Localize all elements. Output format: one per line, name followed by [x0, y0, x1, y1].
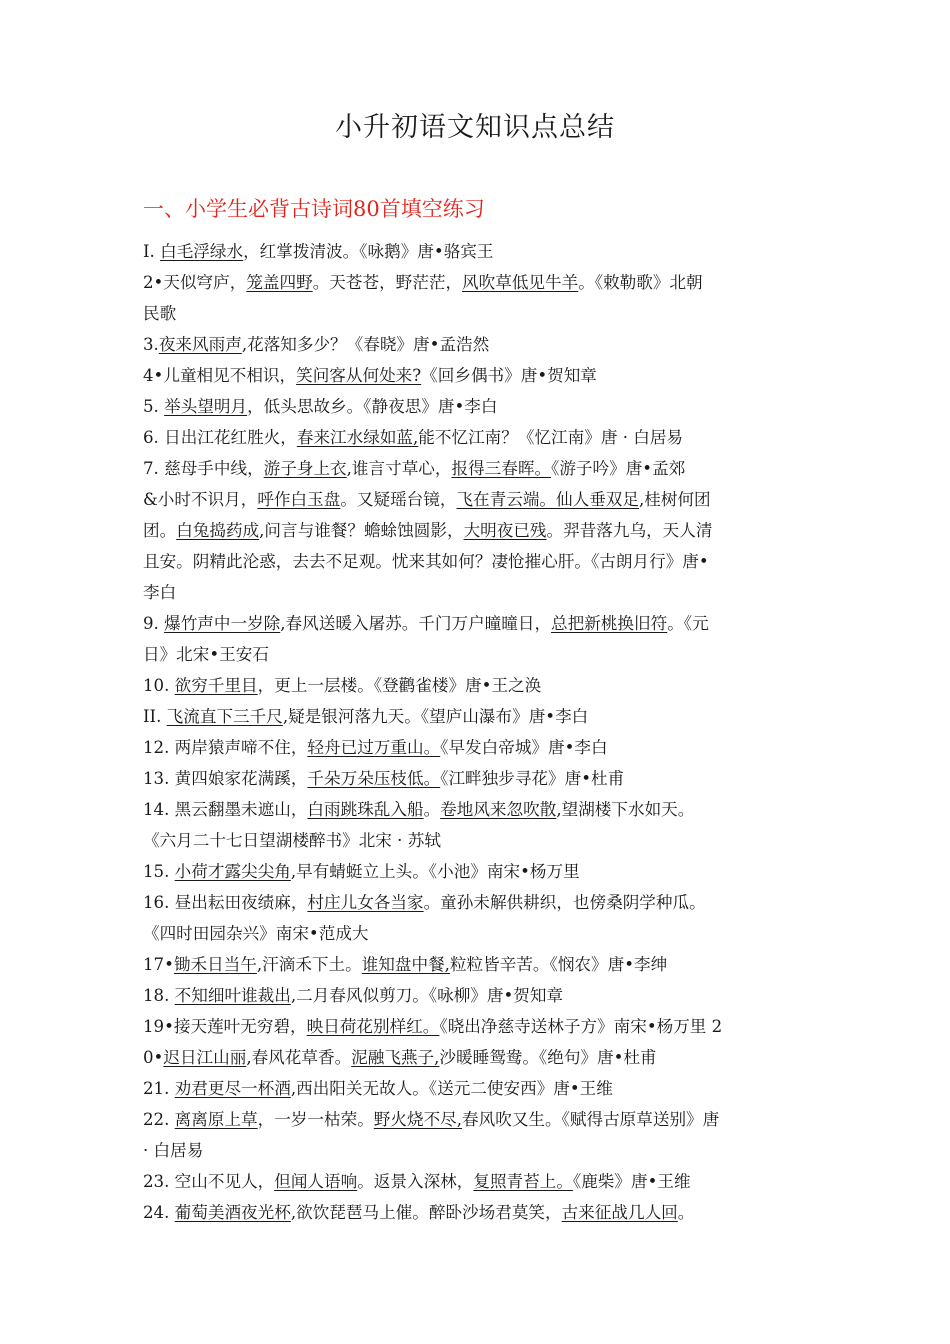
underlined-answer: 白兔捣药成	[176, 521, 260, 540]
text-line	[143, 763, 813, 794]
line-text: 春风吹又生。《赋得古原草送别》唐	[462, 1110, 720, 1129]
line-text: 14. 黑云翻墨未遮山，	[143, 800, 308, 819]
line-text: 12. 两岸猿声啼不住，	[143, 738, 308, 757]
line-text: 10.	[143, 676, 175, 695]
line-text: 6. 日出江花红胜火，	[143, 428, 297, 447]
underlined-answer: 迟日江山丽	[163, 1048, 247, 1067]
line-text: 23. 空山不见人，	[143, 1172, 275, 1191]
underlined-answer: 卷地风来忽吹散	[440, 800, 557, 819]
text-line	[143, 670, 813, 701]
line-text: ,问言与谁餐？蟾蜍蚀圆影，	[259, 521, 464, 540]
text-line	[143, 1135, 813, 1166]
underlined-answer: 爆竹声中一岁除	[164, 614, 281, 633]
text-line	[143, 453, 813, 484]
underlined-answer: 总把新桃换旧符	[551, 614, 668, 633]
line-text: 9.	[143, 614, 165, 633]
underlined-answer: 古来征战几人回	[561, 1203, 678, 1222]
line-text: ,春风送暖入屠苏。千门万户曈曈日，	[280, 614, 552, 633]
line-text: 。	[423, 800, 441, 819]
underlined-answer: 夜来风雨声	[158, 335, 242, 354]
text-line	[143, 546, 813, 577]
line-text: 24.	[143, 1203, 175, 1222]
underlined-answer: 复照青苔上。	[473, 1172, 573, 1191]
line-text: 《鹿柴》唐•王维	[572, 1172, 691, 1191]
text-line	[143, 515, 813, 546]
line-text: 《六月二十七日望湖楼醉书》北宋 · 苏轼	[143, 831, 441, 850]
underlined-answer: 飞在青云端。仙人垂双足	[456, 490, 639, 509]
text-line	[143, 360, 813, 391]
text-line	[143, 1073, 813, 1104]
line-text: ,桂树何团	[639, 490, 711, 509]
text-line	[143, 918, 813, 949]
line-text: 能不忆江南？《忆江南》唐 · 白居易	[418, 428, 684, 447]
underlined-answer: 小荷才露尖尖角	[174, 862, 291, 881]
line-text: ，红掌拨清波。《咏鹅》唐•骆宾王	[243, 242, 494, 261]
line-text: ,西出阳关无故人。《送元二使安西》唐•王维	[290, 1079, 613, 1098]
line-text: 17•	[143, 955, 174, 974]
text-line	[143, 980, 813, 1011]
underlined-answer: 欲穷千里目	[174, 676, 258, 695]
line-text: ,花落知多少？《春晓》唐•孟浩然	[241, 335, 490, 354]
line-text: 15.	[143, 862, 175, 881]
line-text: 3.	[143, 335, 159, 354]
line-text: 。童孙未解供耕织，也傍桑阴学种瓜。	[423, 893, 706, 912]
underlined-answer: 游子身上衣	[263, 459, 347, 478]
text-line	[143, 298, 813, 329]
underlined-answer: 风吹草低见牛羊	[462, 273, 579, 292]
document-title: 小升初语文知识点总结	[335, 112, 615, 143]
underlined-answer: 映日荷花别样红。	[306, 1017, 440, 1036]
line-text: 。	[677, 1203, 695, 1222]
text-line	[143, 1104, 813, 1135]
underlined-answer: 呼作白玉盘	[257, 490, 341, 509]
line-text: ，低头思故乡。《静夜思》唐•李白	[247, 397, 498, 416]
line-text: 。又疑瑶台镜，	[340, 490, 457, 509]
line-text: 22.	[143, 1110, 175, 1129]
line-text: 0•	[143, 1048, 164, 1067]
line-text: 19•接天莲叶无穷碧，	[143, 1017, 307, 1036]
line-text: 。天苍苍，野茫茫，	[312, 273, 463, 292]
line-text: ,早有蜻蜓立上头。《小池》南宋•杨万里	[290, 862, 580, 881]
line-text: II.	[143, 707, 167, 726]
line-text: 《江畔独步寻花》唐•杜甫	[440, 769, 625, 788]
underlined-answer: 葡萄美酒夜光杯	[174, 1203, 291, 1222]
line-text: ，一岁一枯荣。	[257, 1110, 374, 1129]
underlined-answer: 锄禾日当午	[173, 955, 257, 974]
underlined-answer: 笼盖四野	[246, 273, 313, 292]
line-text: 且安。阴精此沦惑，去去不足观。忧来其如何？凄怆摧心肝。《古朗月行》唐•	[143, 552, 709, 571]
line-text: ,汗滴禾下土。	[256, 955, 362, 974]
line-text: 。羿昔落九乌，天人清	[546, 521, 713, 540]
line-text: 。《敕勒歌》北朝	[578, 273, 703, 292]
line-text: 《四时田园杂兴》南宋•范成大	[143, 924, 369, 943]
text-line	[143, 1197, 813, 1228]
underlined-answer: 野火烧不尽,	[373, 1110, 463, 1129]
underlined-answer: 劝君更尽一杯酒	[174, 1079, 291, 1098]
text-line	[143, 1042, 813, 1073]
underlined-answer: 泥融飞燕子,	[351, 1048, 440, 1067]
underlined-answer: 飞流直下三千尺	[166, 707, 283, 726]
line-text: 18.	[143, 986, 175, 1005]
line-text: 7. 慈母手中线，	[143, 459, 264, 478]
underlined-answer: 报得三春晖。	[451, 459, 552, 478]
line-text: ,二月春风似剪刀。《咏柳》唐•贺知章	[290, 986, 564, 1005]
text-line	[143, 577, 813, 608]
text-line	[143, 856, 813, 887]
underlined-answer: 白雨跳珠乱入船	[307, 800, 424, 819]
text-line	[143, 825, 813, 856]
underlined-answer: 白毛浮绿水	[160, 242, 244, 261]
line-text: 5.	[143, 397, 165, 416]
text-line	[143, 1011, 813, 1042]
text-line	[143, 732, 813, 763]
line-text: 民歌	[143, 304, 177, 323]
text-line	[143, 608, 813, 639]
section-heading: 一、小学生必背古诗词80首填空练习	[143, 197, 485, 221]
underlined-answer: 笑问客从何处来?	[296, 366, 422, 385]
underlined-answer: 离离原上草	[174, 1110, 258, 1129]
line-text: 日》北宋•王安石	[143, 645, 269, 664]
line-text: ，更上一层楼。《登鹳雀楼》唐•王之涣	[257, 676, 542, 695]
line-text: ,欲饮琵琶马上催。醉卧沙场君莫笑，	[290, 1203, 562, 1222]
line-text: ,谁言寸草心，	[346, 459, 452, 478]
line-text: 。《元	[667, 614, 709, 633]
line-text: 李白	[143, 583, 177, 602]
text-line	[143, 887, 813, 918]
line-text: 《早发白帝城》唐•李白	[440, 738, 608, 757]
line-text: &小时不识月，	[143, 490, 258, 509]
text-line	[143, 391, 813, 422]
line-text: ,疑是银河落九天。《望庐山瀑布》唐•李白	[282, 707, 589, 726]
line-text: ,望湖楼下水如天。	[556, 800, 695, 819]
underlined-answer: 谁知盘中餐,	[361, 955, 450, 974]
underlined-answer: 不知细叶谁裁出	[174, 986, 291, 1005]
text-line	[143, 484, 813, 515]
text-line	[143, 794, 813, 825]
underlined-answer: 大明夜已残	[463, 521, 547, 540]
line-text: 沙暖睡鸳鸯。《绝句》唐•杜甫	[439, 1048, 657, 1067]
text-line	[143, 1166, 813, 1197]
text-line	[143, 949, 813, 980]
line-text: 16. 昼出耘田夜绩麻，	[143, 893, 308, 912]
underlined-answer: 轻舟已过万重山。	[307, 738, 441, 757]
line-text: 《晓出净慈寺送林子方》南宋•杨万里 2	[439, 1017, 723, 1036]
line-text: 《游子吟》唐•孟郊	[551, 459, 686, 478]
text-line	[143, 236, 813, 267]
line-text: 《回乡偶书》唐•贺知章	[421, 366, 597, 385]
underlined-answer: 但闻人语响	[274, 1172, 358, 1191]
text-line	[143, 329, 813, 360]
underlined-answer: 村庄儿女各当家	[307, 893, 424, 912]
line-text: 21.	[143, 1079, 175, 1098]
line-text: I.	[143, 242, 161, 261]
text-line	[143, 267, 813, 298]
line-text: ,春风花草香。	[246, 1048, 352, 1067]
line-text: 2•天似穹庐，	[143, 273, 247, 292]
underlined-answer: 举头望明月	[164, 397, 248, 416]
text-line	[143, 422, 813, 453]
line-text: 4•儿童相见不相识，	[143, 366, 297, 385]
poem-list	[143, 236, 813, 1228]
underlined-answer: 千朵万朵压枝低。	[307, 769, 441, 788]
line-text: 。返景入深林，	[357, 1172, 474, 1191]
line-text: 粒粒皆辛苦。《悯农》唐•李绅	[449, 955, 668, 974]
line-text: 团。	[143, 521, 177, 540]
text-line	[143, 701, 813, 732]
line-text: · 白居易	[143, 1141, 204, 1160]
underlined-answer: 春来江水绿如蓝,	[296, 428, 419, 447]
text-line	[143, 639, 813, 670]
line-text: 13. 黄四娘家花满蹊，	[143, 769, 308, 788]
